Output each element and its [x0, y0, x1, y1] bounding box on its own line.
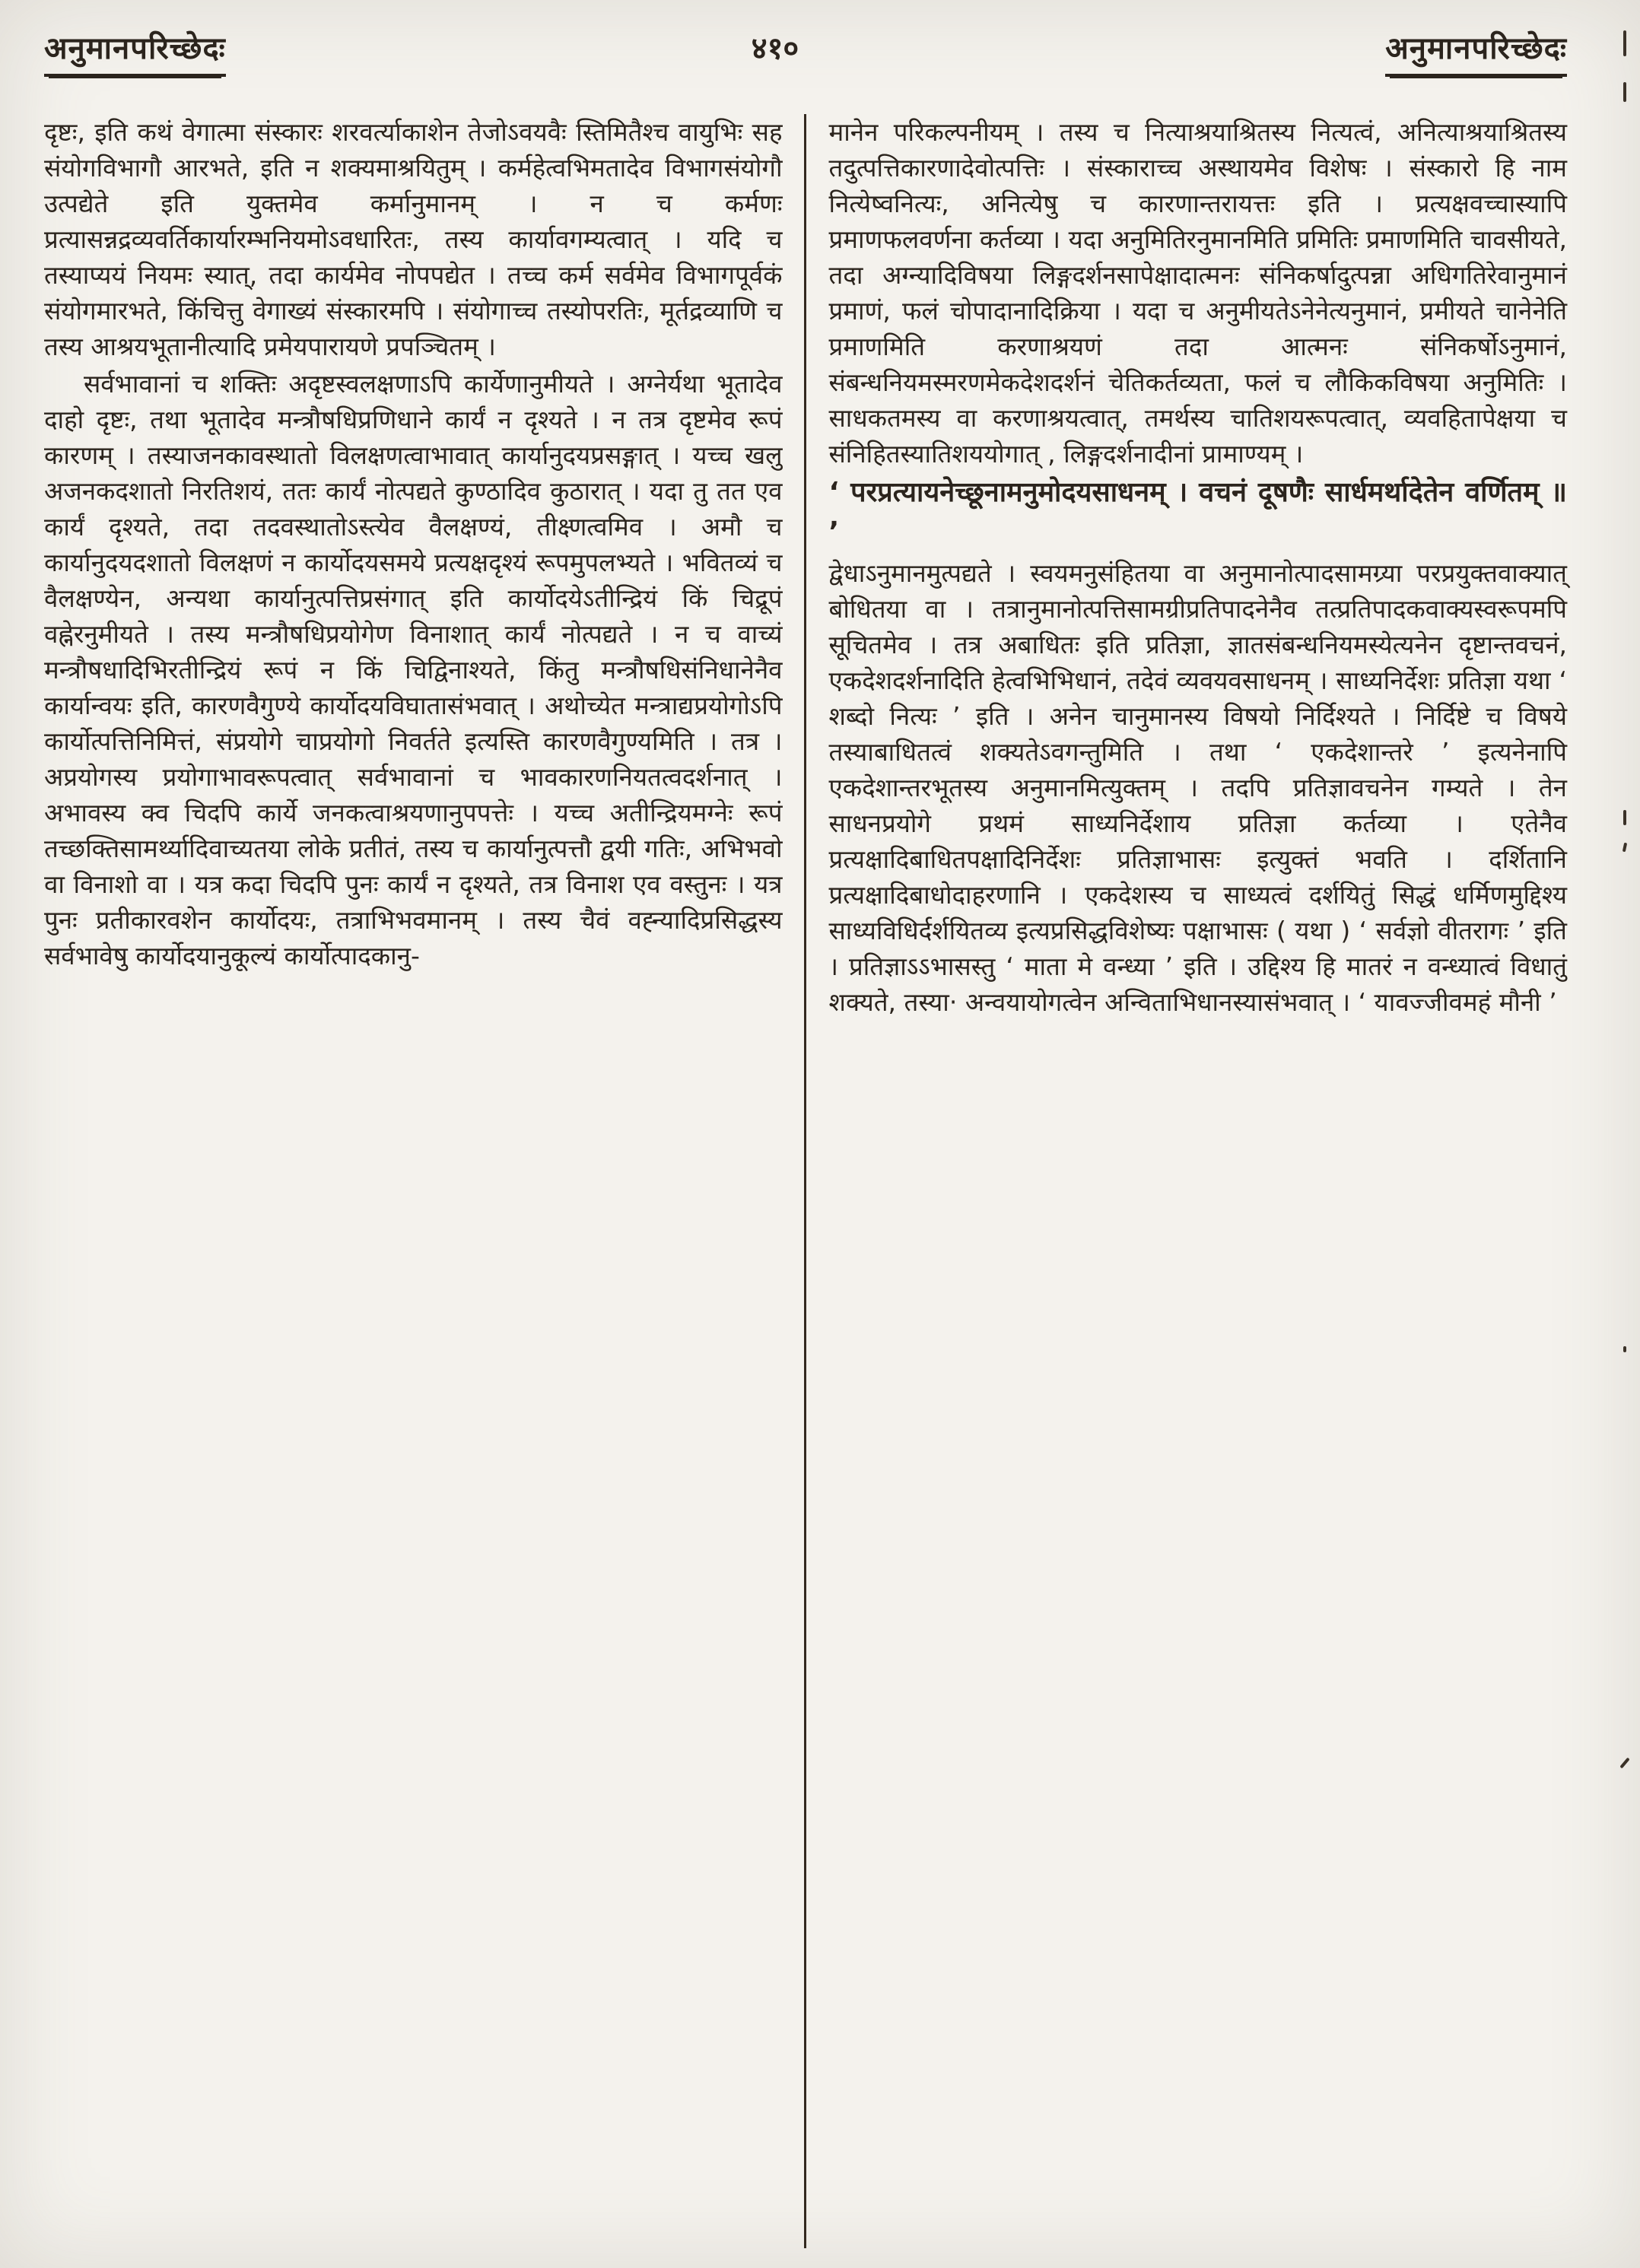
running-title-right: अनुमानपरिच्छेदः	[1385, 26, 1567, 77]
right-paragraph-2: द्वेधाऽनुमानमुत्पद्यते । स्वयमनुसंहितया वा अनुमानोत्पादसामग्र्या परप्रयुक्तवाक्यात् बोधितया वा । तत्रानुमानोत्पत्तिसामग्रीप्रतिपादनेनैव तत्प्रतिपादकवाक्यस्वरूपमपि सूचितमेव । तत्र अबाधितः इति प्रतिज्ञा, ज्ञातसंबन्धनियमस्येत्यनेन दृष्टान्तवचनं, एकदेशदर्शनादिति हेत्वभिभिधानं, तदेवं व्यवयवसाधनम् । साध्यनिर्देशः प्रतिज्ञा यथा ‘ शब्दो नित्यः ’ इति । अनेन चानुमानस्य विषयो निर्दिश्यते । निर्दिष्टे च विषये तस्याबाधितत्वं शक्यतेऽवगन्तुमिति । तथा ‘ एकदेशान्तरे ’ इत्यनेनापि एकदेशान्तरभूतस्य अनुमानमित्युक्तम् । तदपि प्रतिज्ञावचनेन गम्यते । तेन साधनप्रयोगे प्रथमं साध्यनिर्देशाय प्रतिज्ञा कर्तव्या । एतेनैव प्रत्यक्षादिबाधितपक्षादिनिर्देशः प्रतिज्ञाभासः इत्युक्तं भवति । दर्शितानि प्रत्यक्षादिबाधोदाहरणानि । एकदेशस्य च साध्यत्वं दर्शयितुं सिद्धं धर्मिणमुद्दिश्य साध्यविधिर्दर्शयितव्य इत्यप्रसिद्धविशेष्यः पक्षाभासः ( यथा ) ‘ सर्वज्ञो वीतरागः ’ इति । प्रतिज्ञाऽऽभासस्तु ‘ माता मे वन्ध्या ’ इति । उद्दिश्य हि मातरं न वन्ध्यात्वं विधातुं शक्यते, तस्या· अन्वयायोगत्वेन अन्विताभिधानस्यासंभवात् । ‘ यावज्जीवमहं मौनी ’	[828, 558, 1567, 1017]
scan-artifact	[1623, 82, 1626, 102]
scan-artifact	[1623, 810, 1626, 825]
right-column	[804, 114, 1568, 2248]
right-paragraph-1: मानेन परिकल्पनीयम् । तस्य च नित्याश्रयाश्रितस्य नित्यत्वं, अनित्याश्रयाश्रितस्य तदुत्पत्तिकारणादेवोत्पत्तिः । संस्काराच्च अस्थायमेव विशेषः । संस्कारो हि नाम नित्येष्वनित्यः, अनित्येषु च कारणान्तरायत्तः इति । प्रत्यक्षवच्चास्यापि प्रमाणफलवर्णना कर्तव्या । यदा अनुमितिरनुमानमिति प्रमितिः प्रमाणमिति चावसीयते, तदा अग्न्यादिविषया लिङ्गदर्शनसापेक्षादात्मनः संनिकर्षादुत्पन्ना अधिगतिरेवानुमानं प्रमाणं, फलं चोपादानादिक्रिया । यदा च अनुमीयतेऽनेनेत्यनुमानं, प्रमीयते चानेनेति प्रमाणमिति करणाश्रयणं तदा आत्मनः संनिकर्षोऽनुमानं, संबन्धनियमस्मरणमेकदेशदर्शनं चेतिकर्तव्यता, फलं च लौकिकविषया अनुमितिः । साधकतमस्य वा करणाश्रयत्वात्, तमर्थस्य चातिशयरूपत्वात्, व्यवहितापेक्षया च संनिहितस्यातिशययोगात् , लिङ्गदर्शनादीनां प्रामाण्यम् ।	[828, 117, 1567, 469]
left-column	[44, 114, 804, 2248]
scan-artifact	[1623, 1346, 1626, 1352]
left-paragraph-2: सर्वभावानां च शक्तिः अदृष्टस्वलक्षणाऽपि कार्येणानुमीयते । अग्नेर्यथा भूतादेव दाहो दृष्टः, तथा भूतादेव मन्त्रौषधिप्रणिधाने कार्यं न दृश्यते । न तत्र दृष्टमेव रूपं कारणम् । तस्याजनकावस्थातो विलक्षणत्वाभावात् कार्यानुदयप्रसङ्गात् । यच्च खलु अजनकदशातो निरतिशयं, ततः कार्यं नोत्पद्यते कुण्ठादिव कुठारात् । यदा तु तत एव कार्यं दृश्यते, तदा तदवस्थातोऽस्त्येव वैलक्षण्यं, तीक्ष्णत्वमिव । अमौ च कार्यानुदयदशातो विलक्षणं न कार्योदयसमये प्रत्यक्षदृश्यं रूपमुपलभ्यते । भवितव्यं च वैलक्षण्येन, अन्यथा कार्यानुत्पत्तिप्रसंगात् इति कार्योदयेऽतीन्द्रियं किं चिद्रूपं वह्नेरनुमीयते । तस्य मन्त्रौषधिप्रयोगेण विनाशात् कार्यं नोत्पद्यते । न च वाच्यं मन्त्रौषधादिभिरतीन्द्रियं रूपं न किं चिद्विनाश्यते, किंतु मन्त्रौषधिसंनिधानेनैव कार्यान्वयः इति, कारणवैगुण्ये कार्योदयविघातासंभवात् । अथोच्येत मन्त्राद्यप्रयोगोऽपि कार्योत्पत्तिनिमित्तं, संप्रयोगे चाप्रयोगो निवर्तते इत्यस्ति कारणवैगुण्यमिति । तत्र । अप्रयोगस्य प्रयोगाभावरूपत्वात् सर्वभावानां च भावकारणनियतत्वदर्शनात् । अभावस्य क्व चिदपि कार्ये जनकत्वाश्रयणानुपपत्तेः । यच्च अतीन्द्रियमग्नेः रूपं तच्छक्तिसामर्थ्यादिवाच्यतया लोके प्रतीतं, तस्य च कार्यानुत्पत्तौ द्वयी गतिः, अभिभवो वा विनाशो वा । यत्र कदा चिदपि पुनः कार्यं न दृश्यते, तत्र विनाश एव वस्तुनः । यत्र पुनः प्रतीकारवशेन कार्योदयः, तत्राभिभवमानम् । तस्य चैवं वह्न्यादिप्रसिद्धस्य सर्वभावेषु कार्योदयानुकूल्यं कार्योत्पादकानु-	[44, 369, 783, 970]
page-header	[44, 26, 1567, 77]
scan-artifact	[1623, 30, 1626, 56]
verse-quotation: ‘ परप्रत्यायनेच्छूनामनुमोदयसाधनम् । वचनं दूषणैः सार्धमर्थादेतेन वर्णितम् ॥ ’	[828, 477, 1567, 548]
page-number: ४१०	[751, 31, 799, 66]
left-paragraph-1: दृष्टः, इति कथं वेगात्मा संस्कारः शरवर्त्याकाशेन तेजोऽवयवैः स्तिमितैश्च वायुभिः सह संयोगविभागौ आरभते, इति न शक्यमाश्रयितुम् । कर्महेत्वभिमतादेव विभागसंयोगौ उत्पद्येते इति युक्तमेव कर्मानुमानम् । न च कर्मणः प्रत्यासन्नद्रव्यवर्तिकार्यारम्भनियमोऽवधारितः, तस्य कार्यावगम्यत्वात् । यदि च तस्याप्ययं नियमः स्यात्, तदा कार्यमेव नोपपद्येत । तच्च कर्म सर्वमेव विभागपूर्वकं संयोगमारभते, किंचित्तु वेगाख्यं संस्कारमपि । संयोगाच्च तस्योपरतिः, मूर्तद्रव्याणि च तस्य आश्रयभूतानीत्यादि प्रमेयपारायणे प्रपञ्चितम् ।	[44, 117, 783, 361]
running-title-left: अनुमानपरिच्छेदः	[44, 26, 226, 77]
scan-artifact	[1619, 1758, 1629, 1769]
scan-artifact	[1623, 843, 1627, 853]
text-columns	[44, 114, 1567, 2248]
